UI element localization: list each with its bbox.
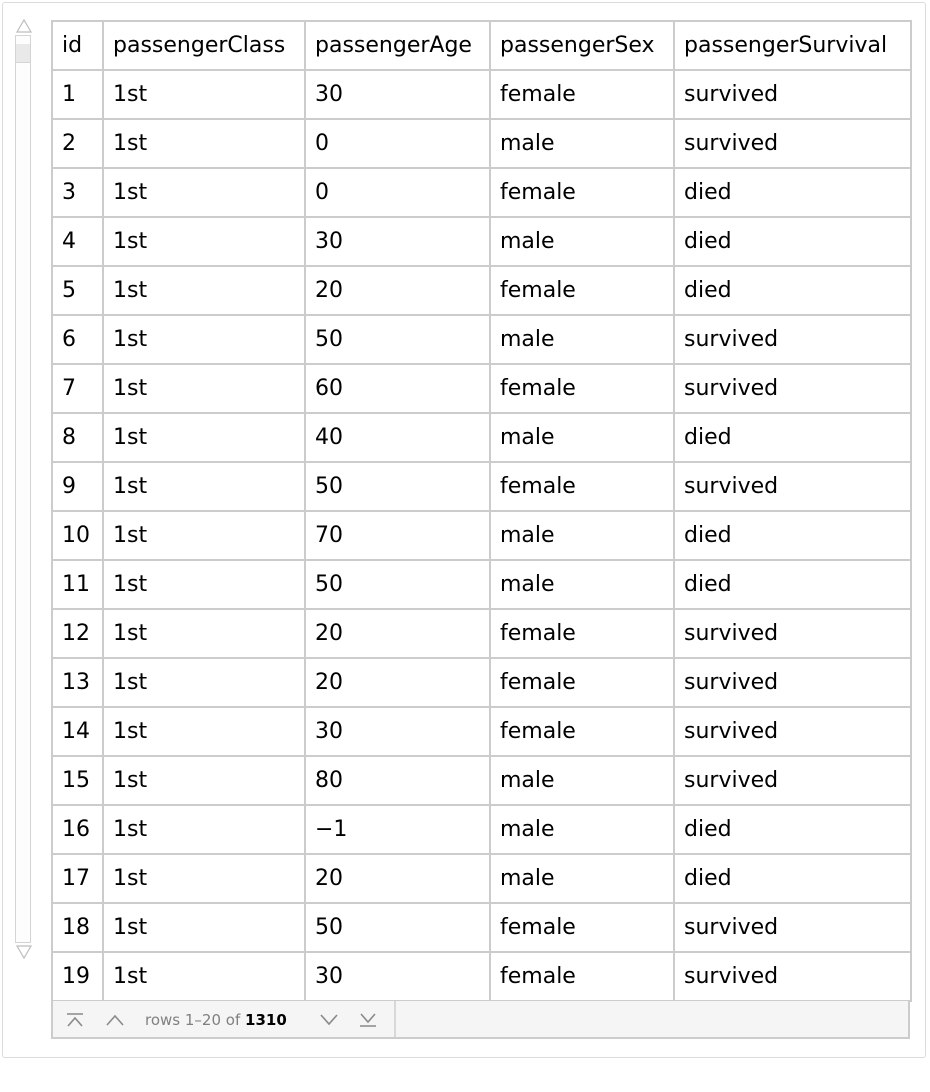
cell-passenger-age: 50 xyxy=(305,903,490,952)
scroll-up-icon[interactable] xyxy=(15,18,33,34)
cell-id: 1 xyxy=(52,70,103,119)
table-row xyxy=(52,805,911,854)
cell-passenger-sex: female xyxy=(490,364,674,413)
scroll-down-icon[interactable] xyxy=(15,944,33,960)
cell-passenger-age: 0 xyxy=(305,119,490,168)
cell-id: 7 xyxy=(52,364,103,413)
cell-passenger-class: 1st xyxy=(103,707,305,756)
cell-passenger-sex: female xyxy=(490,952,674,1001)
column-header-passenger-age[interactable]: passengerAge xyxy=(305,21,490,70)
cell-passenger-survival: survived xyxy=(674,952,911,1001)
table-row xyxy=(52,364,911,413)
cell-id: 3 xyxy=(52,168,103,217)
cell-passenger-sex: female xyxy=(490,609,674,658)
cell-passenger-survival: survived xyxy=(674,462,911,511)
cell-passenger-survival: survived xyxy=(674,119,911,168)
cell-passenger-age: 80 xyxy=(305,756,490,805)
cell-passenger-age: 50 xyxy=(305,560,490,609)
header-row xyxy=(52,21,911,70)
cell-passenger-sex: female xyxy=(490,168,674,217)
cell-passenger-survival: died xyxy=(674,266,911,315)
table-row xyxy=(52,854,911,903)
cell-id: 15 xyxy=(52,756,103,805)
cell-passenger-survival: survived xyxy=(674,756,911,805)
cell-passenger-sex: male xyxy=(490,511,674,560)
cell-passenger-class: 1st xyxy=(103,168,305,217)
cell-passenger-sex: male xyxy=(490,560,674,609)
rows-range-label xyxy=(145,1001,287,1037)
cell-passenger-sex: male xyxy=(490,805,674,854)
column-header-passenger-class[interactable]: passengerClass xyxy=(103,21,305,70)
cell-id: 11 xyxy=(52,560,103,609)
cell-passenger-class: 1st xyxy=(103,70,305,119)
table-row xyxy=(52,168,911,217)
scroll-thumb[interactable] xyxy=(16,44,30,63)
cell-passenger-class: 1st xyxy=(103,364,305,413)
cell-passenger-class: 1st xyxy=(103,217,305,266)
cell-passenger-age: 20 xyxy=(305,609,490,658)
previous-page-icon[interactable] xyxy=(103,1010,127,1030)
next-page-icon[interactable] xyxy=(317,1010,341,1030)
cell-passenger-class: 1st xyxy=(103,609,305,658)
cell-id: 13 xyxy=(52,658,103,707)
cell-passenger-survival: died xyxy=(674,854,911,903)
table-row xyxy=(52,903,911,952)
cell-id: 2 xyxy=(52,119,103,168)
cell-passenger-age: 60 xyxy=(305,364,490,413)
table-row xyxy=(52,119,911,168)
cell-passenger-class: 1st xyxy=(103,952,305,1001)
cell-passenger-survival: died xyxy=(674,805,911,854)
column-header-passenger-survival[interactable]: passengerSurvival xyxy=(674,21,911,70)
cell-passenger-survival: died xyxy=(674,217,911,266)
last-page-icon[interactable] xyxy=(356,1010,380,1030)
cell-passenger-survival: survived xyxy=(674,609,911,658)
cell-id: 14 xyxy=(52,707,103,756)
table-row xyxy=(52,462,911,511)
cell-passenger-sex: female xyxy=(490,903,674,952)
cell-passenger-survival: survived xyxy=(674,903,911,952)
cell-passenger-class: 1st xyxy=(103,903,305,952)
cell-passenger-class: 1st xyxy=(103,805,305,854)
cell-passenger-age: 40 xyxy=(305,413,490,462)
cell-passenger-age: 50 xyxy=(305,315,490,364)
table-row xyxy=(52,70,911,119)
column-header-id[interactable]: id xyxy=(52,21,103,70)
cell-passenger-survival: died xyxy=(674,168,911,217)
pagination-bar xyxy=(51,1001,910,1039)
cell-passenger-age: 50 xyxy=(305,462,490,511)
table-row xyxy=(52,756,911,805)
cell-passenger-survival: died xyxy=(674,511,911,560)
cell-passenger-age: 20 xyxy=(305,266,490,315)
table-row xyxy=(52,560,911,609)
data-table xyxy=(51,20,912,1002)
cell-passenger-age: 30 xyxy=(305,707,490,756)
cell-passenger-age: 30 xyxy=(305,217,490,266)
table-row xyxy=(52,511,911,560)
rows-range-prefix: rows 1–20 of xyxy=(145,1011,241,1029)
cell-id: 5 xyxy=(52,266,103,315)
rows-total: 1310 xyxy=(245,1011,287,1029)
cell-passenger-age: 30 xyxy=(305,70,490,119)
table-row xyxy=(52,413,911,462)
cell-passenger-sex: male xyxy=(490,217,674,266)
table-row xyxy=(52,217,911,266)
cell-passenger-sex: female xyxy=(490,462,674,511)
cell-passenger-survival: survived xyxy=(674,364,911,413)
cell-passenger-age: 20 xyxy=(305,658,490,707)
column-header-passenger-sex[interactable]: passengerSex xyxy=(490,21,674,70)
cell-passenger-survival: survived xyxy=(674,70,911,119)
cell-passenger-class: 1st xyxy=(103,413,305,462)
pagination-controls xyxy=(53,1001,396,1037)
first-page-icon[interactable] xyxy=(63,1010,87,1030)
cell-passenger-class: 1st xyxy=(103,854,305,903)
cell-passenger-age: −1 xyxy=(305,805,490,854)
cell-passenger-age: 20 xyxy=(305,854,490,903)
cell-id: 6 xyxy=(52,315,103,364)
cell-passenger-sex: female xyxy=(490,70,674,119)
scroll-track[interactable] xyxy=(15,35,31,943)
cell-passenger-class: 1st xyxy=(103,658,305,707)
cell-passenger-class: 1st xyxy=(103,511,305,560)
cell-passenger-sex: male xyxy=(490,756,674,805)
table-row xyxy=(52,266,911,315)
cell-passenger-class: 1st xyxy=(103,119,305,168)
cell-passenger-class: 1st xyxy=(103,315,305,364)
cell-id: 12 xyxy=(52,609,103,658)
cell-passenger-sex: male xyxy=(490,854,674,903)
cell-passenger-sex: male xyxy=(490,413,674,462)
cell-id: 17 xyxy=(52,854,103,903)
cell-passenger-age: 0 xyxy=(305,168,490,217)
cell-passenger-class: 1st xyxy=(103,266,305,315)
table-row xyxy=(52,609,911,658)
cell-passenger-survival: survived xyxy=(674,315,911,364)
cell-id: 9 xyxy=(52,462,103,511)
cell-passenger-survival: survived xyxy=(674,658,911,707)
table-row xyxy=(52,952,911,1001)
cell-passenger-age: 30 xyxy=(305,952,490,1001)
table-row xyxy=(52,658,911,707)
cell-passenger-survival: survived xyxy=(674,707,911,756)
cell-passenger-survival: died xyxy=(674,560,911,609)
cell-id: 16 xyxy=(52,805,103,854)
cell-id: 8 xyxy=(52,413,103,462)
cell-passenger-sex: female xyxy=(490,658,674,707)
cell-passenger-sex: female xyxy=(490,707,674,756)
cell-id: 10 xyxy=(52,511,103,560)
cell-id: 18 xyxy=(52,903,103,952)
cell-passenger-class: 1st xyxy=(103,560,305,609)
vertical-scrollbar[interactable] xyxy=(13,15,34,965)
cell-passenger-age: 70 xyxy=(305,511,490,560)
cell-id: 19 xyxy=(52,952,103,1001)
table-row xyxy=(52,315,911,364)
cell-id: 4 xyxy=(52,217,103,266)
cell-passenger-sex: male xyxy=(490,315,674,364)
cell-passenger-sex: female xyxy=(490,266,674,315)
cell-passenger-survival: died xyxy=(674,413,911,462)
cell-passenger-class: 1st xyxy=(103,756,305,805)
cell-passenger-sex: male xyxy=(490,119,674,168)
cell-passenger-class: 1st xyxy=(103,462,305,511)
table-row xyxy=(52,707,911,756)
